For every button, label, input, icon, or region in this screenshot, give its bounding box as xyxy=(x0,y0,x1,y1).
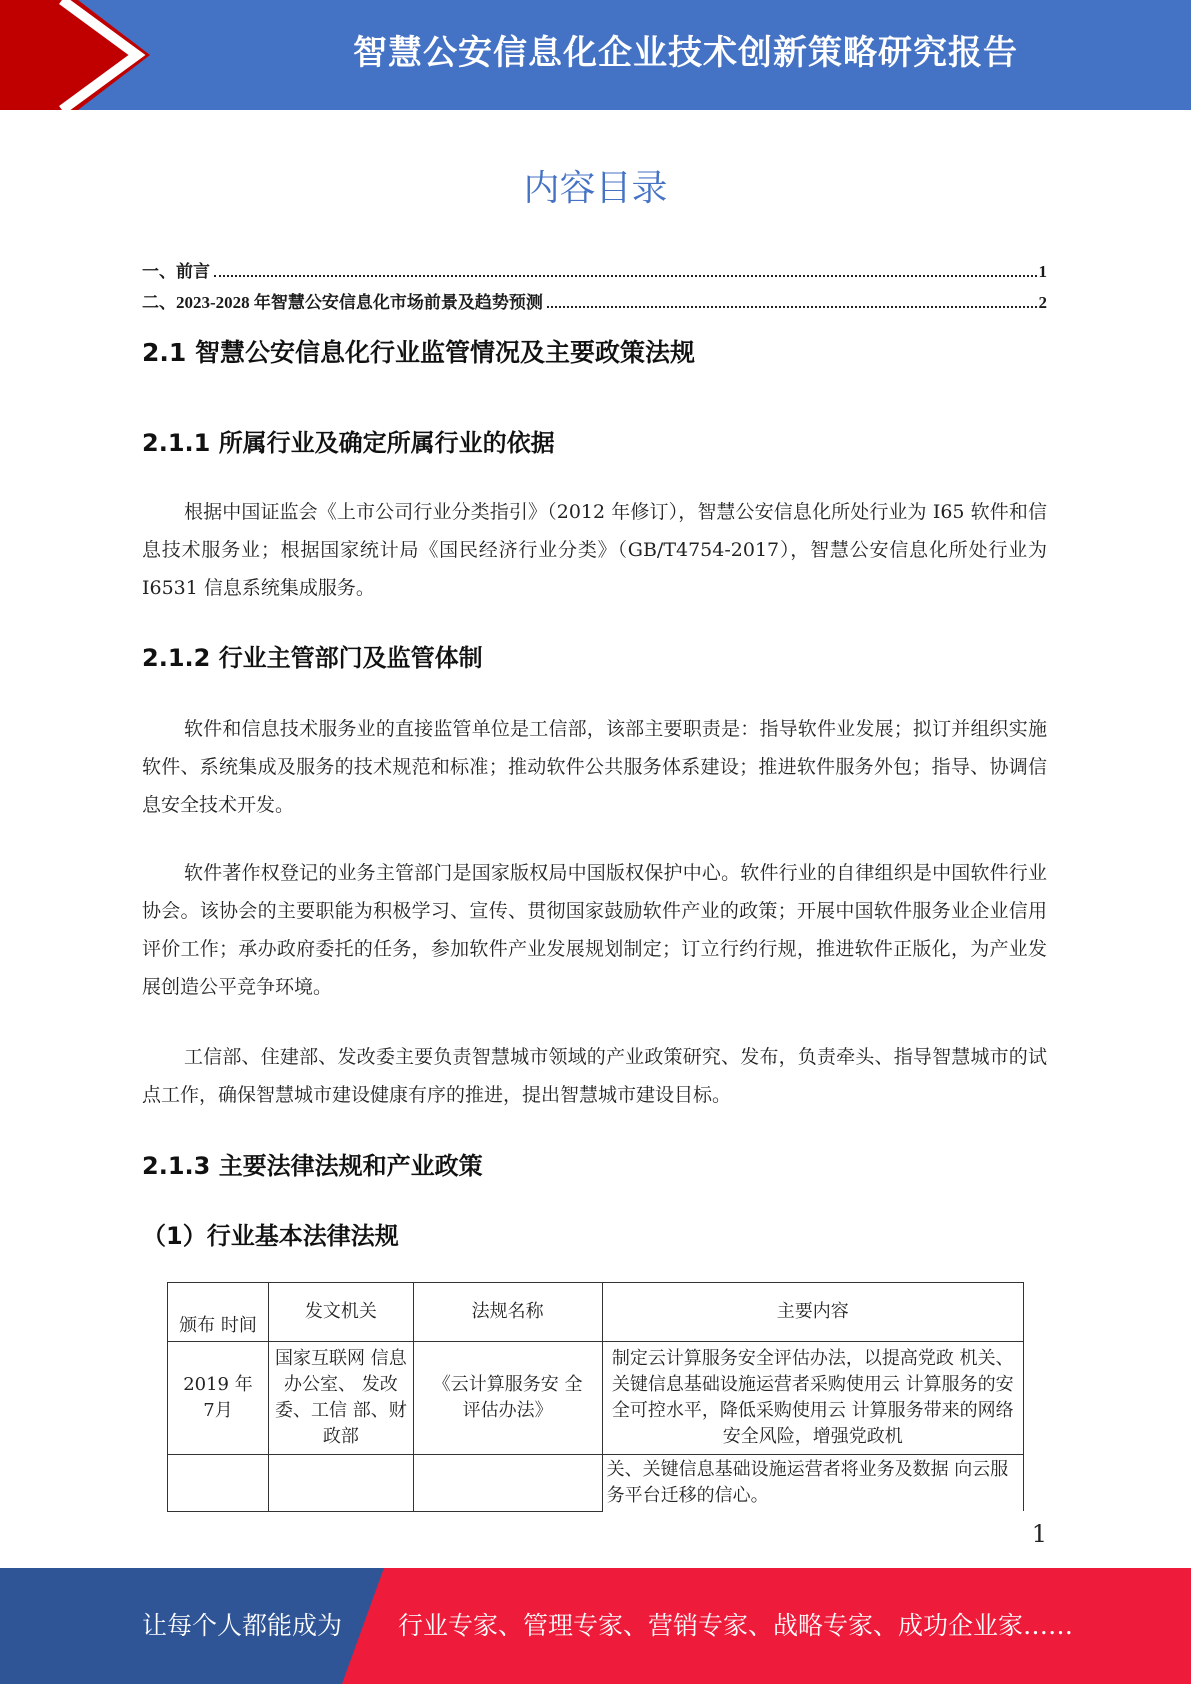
cell-date xyxy=(168,1455,269,1512)
toc-entry-page: 1 xyxy=(1038,262,1047,281)
toc-heading: 内容目录 xyxy=(523,168,668,209)
paragraph-regulator: 软件和信息技术服务业的直接监管单位是工信部，该部主要职责是：指导软件业发展；拟订并组织实施软件、系统集成及服务的技术规范和标准；推动软件公共服务体系建设；推进软件服务外包；指导、协调信息安全技术开发。 xyxy=(142,718,1047,816)
column-header-date: 颁布 时间 xyxy=(168,1283,269,1342)
cell-content: 关、关键信息基础设施运营者将业务及数据 向云服务平台迁移的信心。 xyxy=(602,1455,1023,1512)
paragraph-smart-city: 工信部、住建部、发改委主要负责智慧城市领域的产业政策研究、发布，负责牵头、指导智慧城市的试点工作，确保智慧城市建设健康有序的推进，提出智慧城市建设目标。 xyxy=(142,1046,1047,1106)
footer-slogan-left: 让每个人都能成为 xyxy=(142,1611,343,1640)
laws-table xyxy=(167,1282,1024,1512)
table-row xyxy=(168,1342,1024,1455)
section-heading-2-1: 2.1 智慧公安信息化行业监管情况及主要政策法规 xyxy=(142,338,695,367)
column-header-content: 主要内容 xyxy=(602,1283,1023,1342)
page-number: 1 xyxy=(1031,1520,1047,1548)
table-header-row xyxy=(168,1283,1024,1342)
page-footer xyxy=(0,1568,1191,1684)
cell-agency: 国家互联网 信息办公室、 发改委、工信 部、财政部 xyxy=(268,1342,413,1455)
toc-entry[interactable] xyxy=(142,288,1047,313)
column-header-agency: 发文机关 xyxy=(268,1283,413,1342)
toc-leader-dots xyxy=(547,306,1037,308)
section-heading-2-1-2: 2.1.2 行业主管部门及监管体制 xyxy=(142,644,483,672)
cell-content: 制定云计算服务安全评估办法，以提高党政 机关、关键信息基础设施运营者采购使用云 计算服务的安全可控水平，降低采购使用云 计算服务带来的网络安全风险，增强党政机 xyxy=(602,1342,1023,1455)
paragraph-industry-classification: 根据中国证监会《上市公司行业分类指引》（2012 年修订），智慧公安信息化所处行业为 I65 软件和信息技术服务业；根据国家统计局《国民经济行业分类》（GB/T4754-2017），智慧公安信息化所处行业为 I6531 信息系统集成服务。 xyxy=(142,501,1047,599)
toc-leader-dots xyxy=(214,275,1037,277)
section-heading-2-1-1: 2.1.1 所属行业及确定所属行业的依据 xyxy=(142,429,555,457)
page-header xyxy=(0,0,1191,110)
paragraph-copyright-association: 软件著作权登记的业务主管部门是国家版权局中国版权保护中心。软件行业的自律组织是中国软件行业协会。该协会的主要职能为积极学习、宣传、贯彻国家鼓励软件产业的政策；开展中国软件服务业企业信用评价工作；承办政府委托的任务，参加软件产业发展规划制定；订立行约行规，推进软件正版化，为产业发展创造公平竞争环境。 xyxy=(142,862,1047,998)
column-header-name: 法规名称 xyxy=(413,1283,602,1342)
cell-date: 2019 年 7月 xyxy=(168,1342,269,1455)
table-row xyxy=(168,1455,1024,1512)
cell-name: 《云计算服务安 全评估办法》 xyxy=(413,1342,602,1455)
toc-entry-label: 一、前言 xyxy=(142,262,210,281)
toc-entry[interactable] xyxy=(142,257,1047,282)
toc-entry-label: 二、2023-2028 年智慧公安信息化市场前景及趋势预测 xyxy=(142,293,543,312)
cell-name xyxy=(413,1455,602,1512)
section-heading-2-1-3: 2.1.3 主要法律法规和产业政策 xyxy=(142,1152,483,1180)
section-heading-laws: （1）行业基本法律法规 xyxy=(142,1222,399,1250)
cell-agency xyxy=(268,1455,413,1512)
header-title: 智慧公安信息化企业技术创新策略研究报告 xyxy=(353,33,1018,73)
footer-slogan-right: 行业专家、管理专家、营销专家、战略专家、成功企业家…… xyxy=(398,1611,1074,1640)
toc-entry-page: 2 xyxy=(1038,293,1047,312)
